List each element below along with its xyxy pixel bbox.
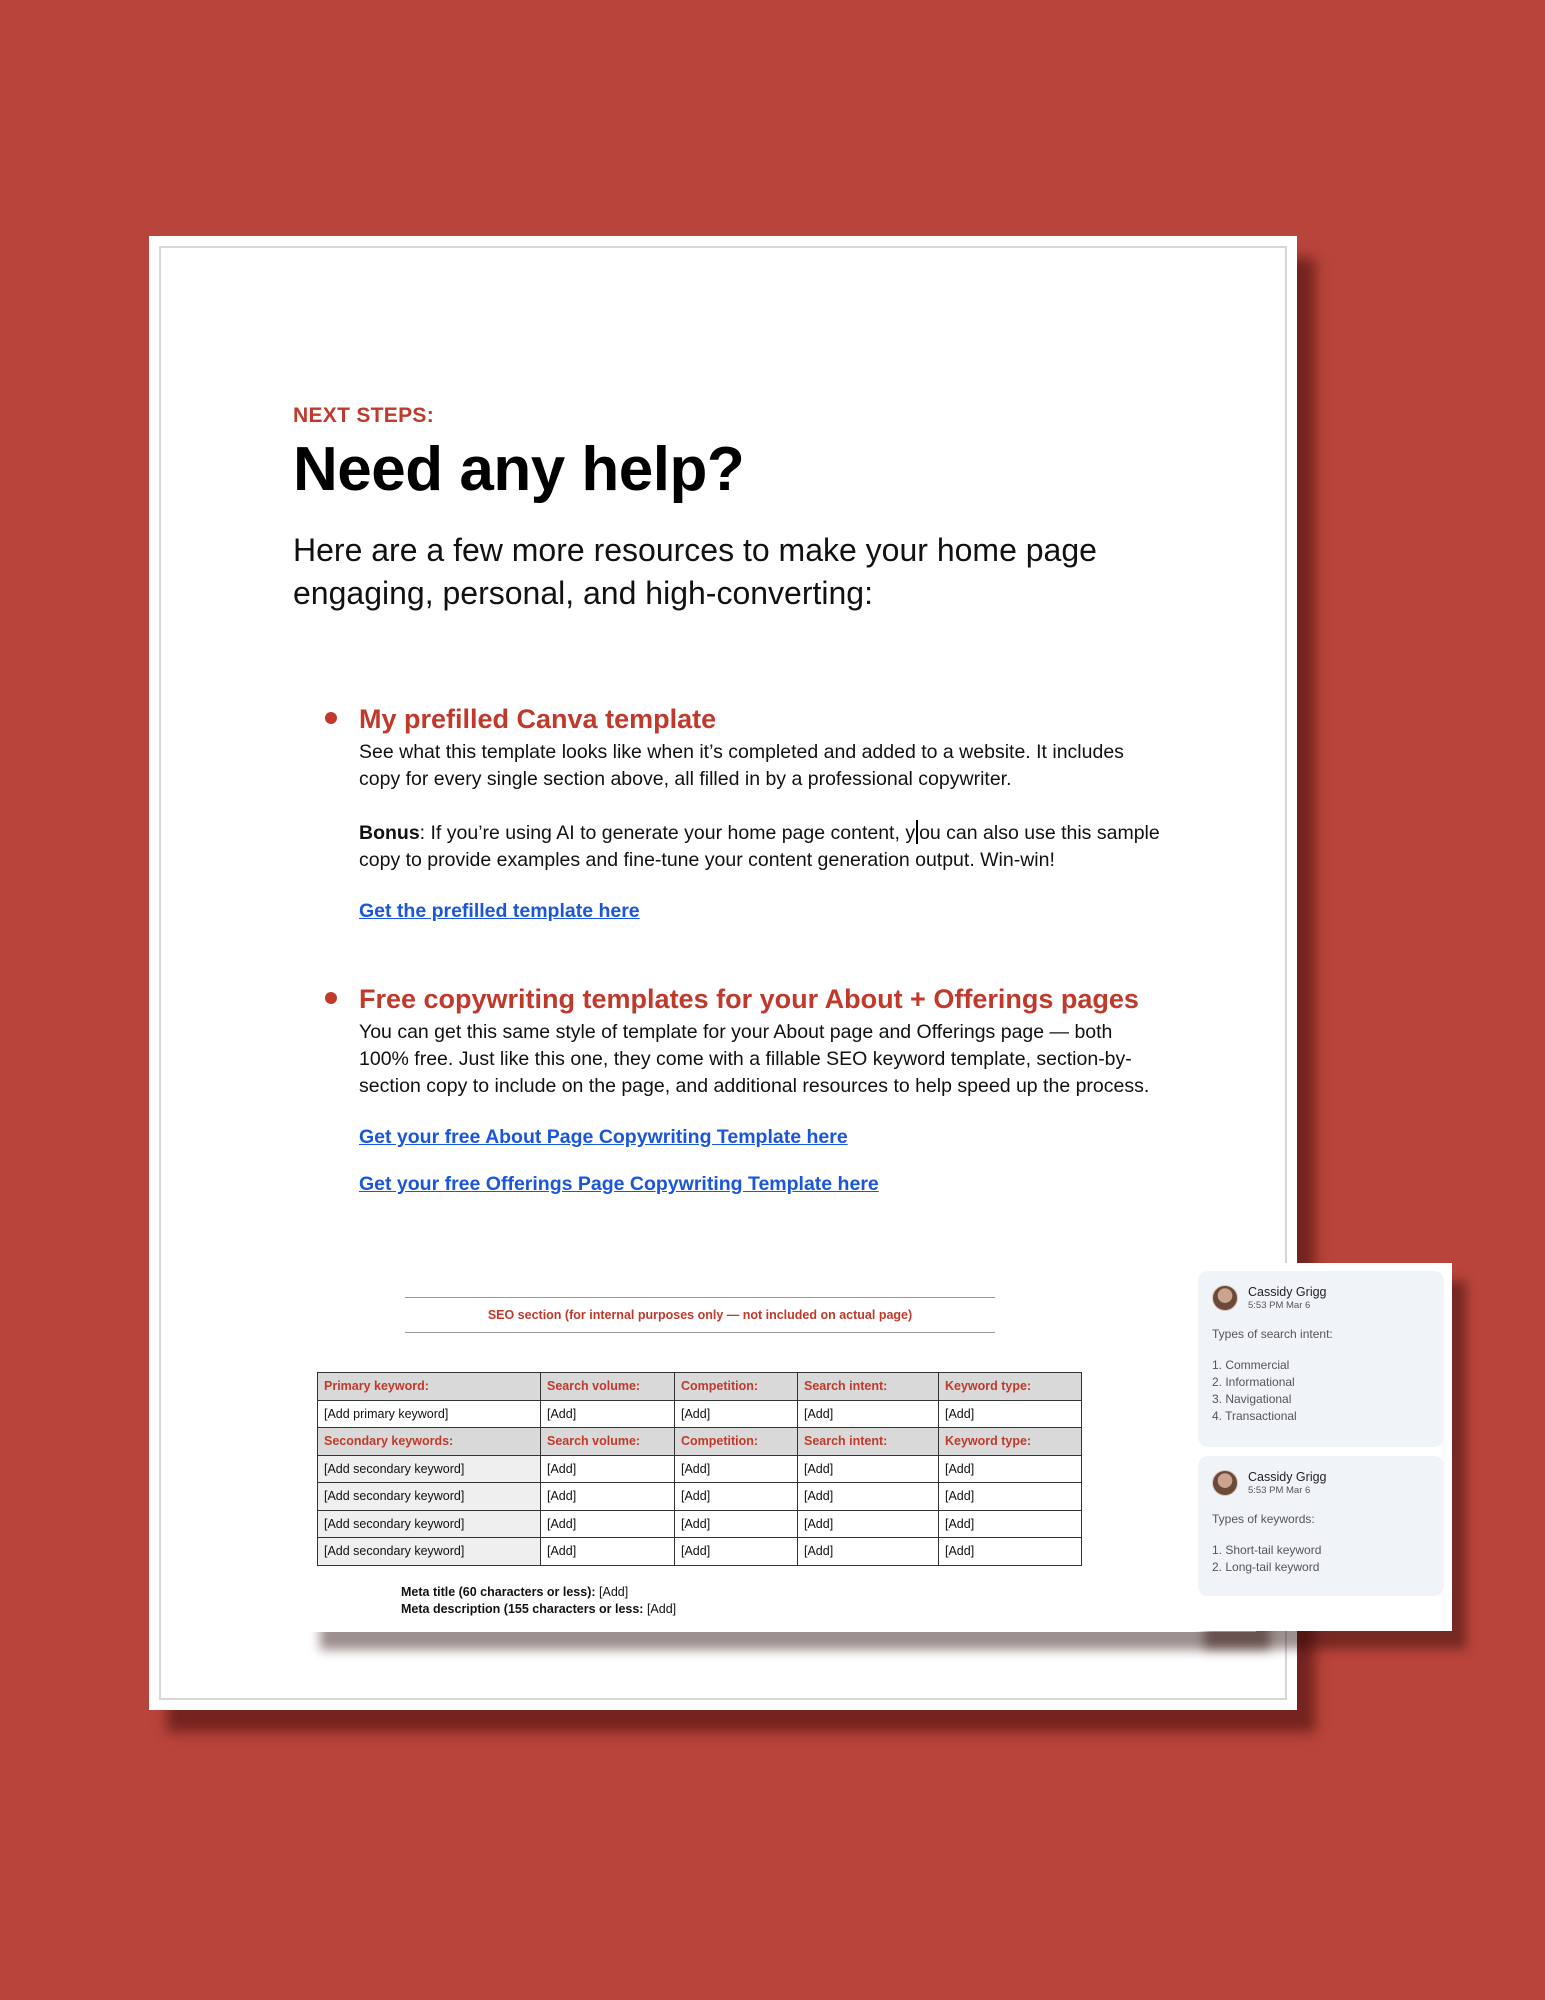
comment-time: 5:53 PM Mar 6 [1248,1300,1311,1311]
table-cell[interactable]: [Add primary keyword] [318,1400,541,1428]
seo-section-divider [405,1297,995,1333]
list-item: 2. Informational [1212,1375,1295,1389]
table-cell[interactable]: [Add] [541,1400,675,1428]
bullet-icon [325,992,337,1004]
meta-description-line [401,1601,676,1618]
header-cell: Secondary keywords: [318,1428,541,1456]
comment-card[interactable] [1198,1271,1444,1447]
comment-header [1212,1470,1430,1496]
table-cell[interactable]: [Add] [675,1510,798,1538]
resource-body: You can get this same style of template for your About page and Offerings page — both 100% free. Just like this one, they come with a fillable SEO keyword template, section-by-section copy to include on the page, and additional resources to help speed up the process. [359,1021,1150,1097]
table-cell[interactable]: [Add] [541,1455,675,1483]
bonus-paragraph [359,820,1165,874]
table-cell[interactable]: [Add] [798,1483,939,1511]
meta-description-label: Meta description (155 characters or less: [401,1602,644,1616]
resource-item-templates [325,981,1165,1196]
comment-time: 5:53 PM Mar 6 [1248,1485,1311,1496]
table-cell[interactable]: [Add] [939,1538,1082,1566]
comment-list [1212,1357,1430,1425]
comment-author-block [1248,1470,1327,1496]
bonus-label: Bonus [359,822,420,844]
table-cell[interactable]: [Add] [541,1483,675,1511]
table-row [318,1510,1082,1538]
table-cell[interactable]: [Add] [675,1483,798,1511]
meta-title-label: Meta title (60 characters or less): [401,1585,596,1599]
header-cell: Search intent: [798,1373,939,1401]
header-cell: Keyword type: [939,1373,1082,1401]
table-cell[interactable]: [Add secondary keyword] [318,1538,541,1566]
eyebrow-label: NEXT STEPS: [293,404,434,427]
avatar [1212,1285,1238,1311]
comment-text: Types of keywords: [1212,1512,1315,1526]
table-cell[interactable]: [Add] [541,1510,675,1538]
table-row [318,1483,1082,1511]
list-item: 2. Long-tail keyword [1212,1560,1320,1574]
prefilled-template-link[interactable]: Get the prefilled template here [359,900,640,922]
table-cell[interactable]: [Add] [798,1538,939,1566]
table-cell[interactable]: [Add] [675,1538,798,1566]
table-cell[interactable]: [Add] [939,1400,1082,1428]
list-item: 1. Commercial [1212,1358,1290,1372]
bonus-text-b: ou can also use this sample copy to provide examples and fine-tune your content generation output. Win-win! [359,822,1160,871]
secondary-header-row [318,1428,1082,1456]
avatar [1212,1470,1238,1496]
table-cell[interactable]: [Add] [675,1400,798,1428]
table-cell[interactable]: [Add secondary keyword] [318,1510,541,1538]
seo-keyword-table [317,1372,1082,1566]
table-cell[interactable]: [Add] [675,1455,798,1483]
page-title: Need any help? [293,435,745,504]
table-cell[interactable]: [Add] [798,1455,939,1483]
header-cell: Search volume: [541,1373,675,1401]
bullet-icon [325,712,337,724]
header-cell: Competition: [675,1373,798,1401]
text-cursor [916,820,918,844]
header-cell: Search intent: [798,1428,939,1456]
meta-description-value[interactable]: [Add] [646,1602,677,1616]
resource-title: Free copywriting templates for your About + Offerings pages [359,984,1139,1014]
table-row [318,1455,1082,1483]
resource-list [325,701,1165,923]
table-cell[interactable]: [Add] [939,1510,1082,1538]
meta-title-value[interactable]: [Add] [599,1585,629,1599]
resource-title: My prefilled Canva template [359,704,717,734]
table-cell[interactable]: [Add] [798,1400,939,1428]
comment-author: Cassidy Grigg [1248,1470,1327,1484]
header-cell: Keyword type: [939,1428,1082,1456]
table-cell[interactable]: [Add] [939,1483,1082,1511]
resource-list-2 [325,981,1165,1196]
list-item: 4. Transactional [1212,1409,1297,1423]
table-cell[interactable]: [Add] [939,1455,1082,1483]
list-item: 3. Navigational [1212,1392,1292,1406]
header-section [293,404,1173,615]
comment-author-block [1248,1285,1327,1311]
seo-section-title: SEO section (for internal purposes only — not included on actual page) [487,1308,913,1322]
comment-list [1212,1542,1430,1576]
comment-card[interactable] [1198,1456,1444,1596]
primary-header-row [318,1373,1082,1401]
comment-author: Cassidy Grigg [1248,1285,1327,1299]
table-cell[interactable]: [Add secondary keyword] [318,1483,541,1511]
table-row [318,1400,1082,1428]
comment-header [1212,1285,1430,1311]
resource-body: See what this template looks like when it’s completed and added to a website. It includes copy for every single section above, all filled in by a professional copywriter. [359,741,1124,790]
intro-text: Here are a few more resources to make your home page engaging, personal, and high-converting: [293,532,1097,611]
meta-fields [401,1584,676,1618]
header-cell: Competition: [675,1428,798,1456]
header-cell: Search volume: [541,1428,675,1456]
meta-title-line [401,1584,676,1601]
about-template-link[interactable]: Get your free About Page Copywriting Template here [359,1126,848,1148]
comments-panel [1190,1263,1452,1631]
offerings-template-link[interactable]: Get your free Offerings Page Copywriting Template here [359,1173,879,1195]
table-cell[interactable]: [Add] [798,1510,939,1538]
list-item: 1. Short-tail keyword [1212,1543,1322,1557]
bonus-text-a: : If you’re using AI to generate your home page content, y [419,822,916,844]
table-cell[interactable]: [Add secondary keyword] [318,1455,541,1483]
comment-text: Types of search intent: [1212,1327,1333,1341]
table-cell[interactable]: [Add] [541,1538,675,1566]
table-row [318,1538,1082,1566]
resource-item-canva [325,701,1165,923]
header-cell: Primary keyword: [318,1373,541,1401]
